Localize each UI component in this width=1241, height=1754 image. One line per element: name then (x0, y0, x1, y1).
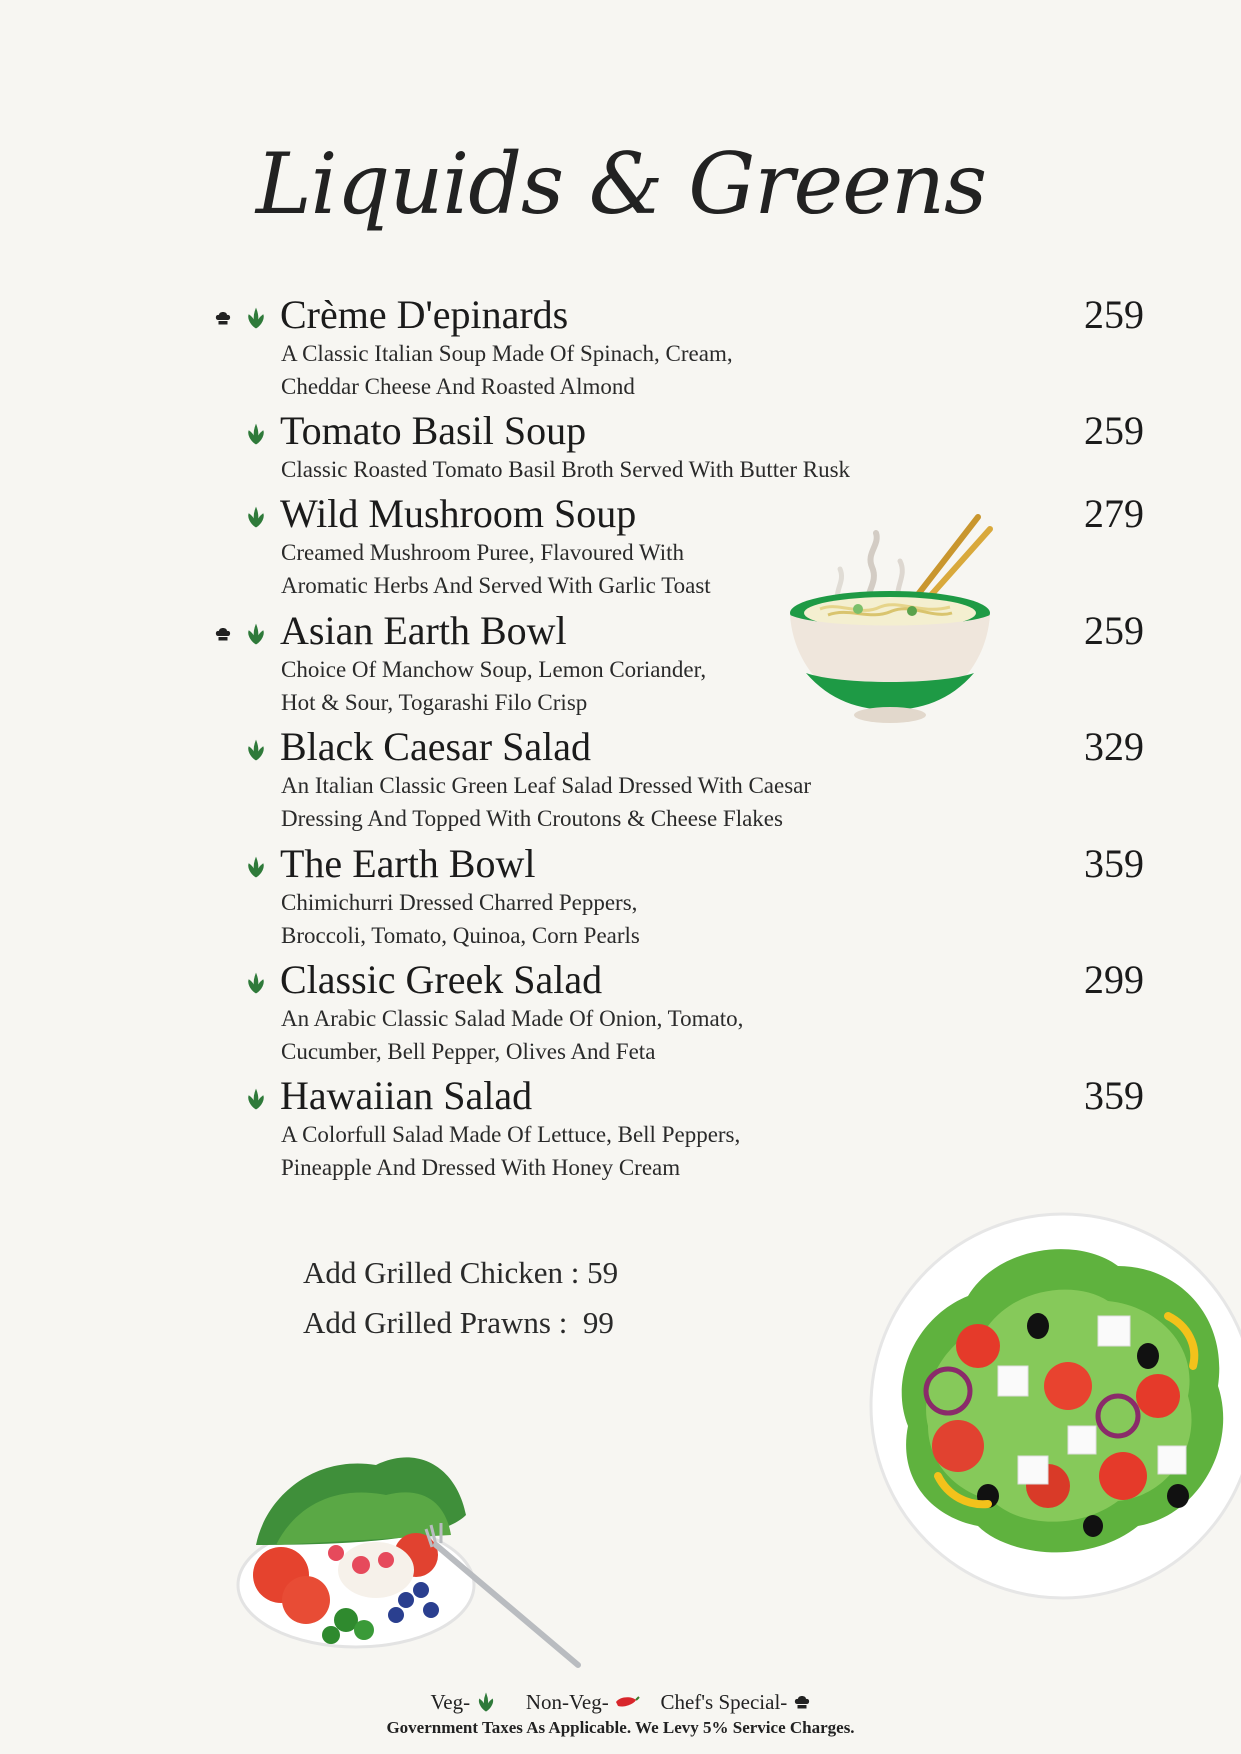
leaf-icon (244, 738, 268, 762)
item-description-line: Choice Of Manchow Soup, Lemon Coriander, (281, 657, 707, 682)
leaf-icon (475, 1691, 497, 1713)
legend-nonveg-label: Non-Veg- (525, 1689, 609, 1714)
item-description (281, 769, 921, 835)
chili-icon (614, 1694, 640, 1710)
item-description (281, 1002, 921, 1068)
soup-bowl-illustration (780, 505, 1000, 735)
item-description (281, 886, 921, 952)
item-description-line: Pineapple And Dressed With Honey Cream (281, 1155, 681, 1180)
leaf-icon (244, 306, 268, 330)
item-icons (214, 422, 276, 452)
addon-chicken: Add Grilled Chicken : 59 (303, 1255, 619, 1290)
leaf-icon (244, 1087, 268, 1111)
item-description-line: Broccoli, Tomato, Quinoa, Corn Pearls (281, 923, 640, 948)
item-price: 329 (1084, 724, 1144, 769)
menu-title-script (255, 118, 986, 268)
leaf-icon (244, 971, 268, 995)
tax-note: Government Taxes As Applicable. We Levy 5% Service Charges. (386, 1718, 855, 1737)
greek-salad-illustration (868, 1196, 1241, 1616)
item-icons (214, 738, 276, 768)
item-name: Classic Greek Salad (280, 957, 603, 1002)
leaf-icon (244, 505, 268, 529)
item-name: Hawaiian Salad (280, 1073, 533, 1118)
item-description-line: Aromatic Herbs And Served With Garlic Toast (281, 573, 711, 598)
item-icons (214, 1087, 276, 1117)
legend (0, 1688, 1241, 1715)
legend-veg-label: Veg- (430, 1689, 471, 1714)
item-description-line: A Classic Italian Soup Made Of Spinach, Cream, (281, 341, 733, 366)
item-description-line: Hot & Sour, Togarashi Filo Crisp (281, 690, 588, 715)
item-description-line: Creamed Mushroom Puree, Flavoured With (281, 540, 684, 565)
item-price: 299 (1084, 957, 1144, 1002)
item-icons (214, 622, 276, 652)
item-description-line: Cheddar Cheese And Roasted Almond (281, 374, 635, 399)
item-price: 259 (1084, 608, 1144, 653)
item-description-line: Classic Roasted Tomato Basil Broth Served With Butter Rusk (281, 457, 851, 482)
item-icons (214, 306, 276, 336)
chef-hat-icon (214, 309, 232, 327)
item-name: Asian Earth Bowl (280, 608, 567, 653)
item-description-line: A Colorfull Salad Made Of Lettuce, Bell Peppers, (281, 1122, 741, 1147)
item-price: 359 (1084, 841, 1144, 886)
menu-title-text: Liquids & Greens (255, 135, 986, 233)
item-description-line: Cucumber, Bell Pepper, Olives And Feta (281, 1039, 656, 1064)
item-name: Wild Mushroom Soup (280, 491, 637, 536)
item-description-line: An Italian Classic Green Leaf Salad Dressed With Caesar (281, 773, 812, 798)
addon-prawns: Add Grilled Prawns : 99 (303, 1305, 614, 1340)
item-description (281, 337, 921, 403)
item-description (281, 1118, 921, 1184)
item-price: 279 (1084, 491, 1144, 536)
item-icons (214, 971, 276, 1001)
item-name: Black Caesar Salad (280, 724, 591, 769)
item-price: 259 (1084, 408, 1144, 453)
leaf-icon (244, 855, 268, 879)
item-description-line: An Arabic Classic Salad Made Of Onion, Tomato, (281, 1006, 744, 1031)
item-description-line: Chimichurri Dressed Charred Peppers, (281, 890, 638, 915)
leaf-icon (244, 422, 268, 446)
item-description (281, 453, 941, 486)
salad-plate-illustration (236, 1425, 586, 1675)
chef-hat-icon (214, 625, 232, 643)
item-name: Tomato Basil Soup (280, 408, 587, 453)
item-description-line: Dressing And Topped With Croutons & Cheese Flakes (281, 806, 783, 831)
item-icons (214, 505, 276, 535)
menu-title (0, 118, 1241, 268)
item-price: 359 (1084, 1073, 1144, 1118)
chef-hat-icon (793, 1693, 811, 1711)
item-icons (214, 855, 276, 885)
legend-chef-label: Chef's Special- (660, 1689, 788, 1714)
leaf-icon (244, 622, 268, 646)
item-name: Crème D'epinards (280, 292, 569, 337)
item-price: 259 (1084, 292, 1144, 337)
item-name: The Earth Bowl (280, 841, 536, 886)
